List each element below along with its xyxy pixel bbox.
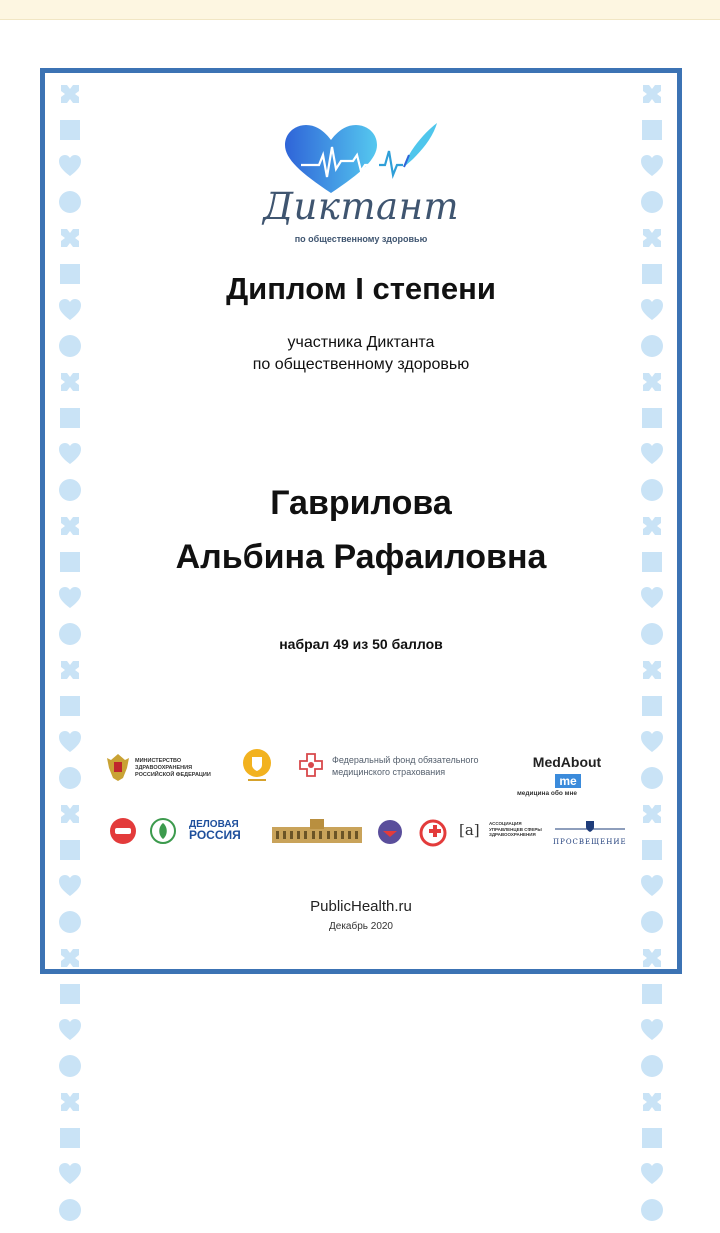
left-pattern-strip — [57, 81, 83, 1233]
red-circle-emblem-icon — [109, 817, 137, 845]
pattern-heart-icon — [57, 1161, 83, 1187]
score-text: набрал 49 из 50 баллов — [279, 636, 443, 652]
pattern-square-icon — [639, 261, 665, 287]
pattern-heart-icon — [639, 153, 665, 179]
pattern-cross-icon — [57, 1089, 83, 1115]
pattern-heart-icon — [57, 729, 83, 755]
medabout-subtitle: медицина обо мне — [517, 790, 577, 797]
pattern-heart-icon — [639, 1161, 665, 1187]
partner-logos-row-1 — [105, 748, 617, 797]
pattern-circle-icon — [57, 1197, 83, 1223]
pattern-circle-icon — [57, 189, 83, 215]
pattern-heart-icon — [639, 873, 665, 899]
pattern-square-icon — [57, 405, 83, 431]
pattern-circle-icon — [57, 333, 83, 359]
red-round-logo — [109, 817, 137, 850]
participant-surname: Гаврилова — [270, 484, 452, 522]
pattern-cross-icon — [639, 657, 665, 683]
pattern-cross-icon — [57, 801, 83, 827]
pattern-square-icon — [639, 693, 665, 719]
pattern-cross-icon — [57, 945, 83, 971]
pattern-heart-icon — [639, 1017, 665, 1043]
pattern-circle-icon — [639, 621, 665, 647]
pattern-square-icon — [639, 117, 665, 143]
pattern-cross-icon — [639, 81, 665, 107]
diploma-frame — [40, 68, 682, 974]
pattern-circle-icon — [639, 909, 665, 935]
pattern-circle-icon — [639, 1197, 665, 1223]
delovaya-rossiya-logo — [189, 819, 241, 841]
pattern-square-icon — [57, 117, 83, 143]
pattern-circle-icon — [57, 1053, 83, 1079]
medabout-logo — [517, 754, 617, 797]
pattern-cross-icon — [57, 81, 83, 107]
top-notification-bar — [0, 0, 720, 20]
pattern-square-icon — [639, 981, 665, 1007]
pattern-circle-icon — [639, 333, 665, 359]
pattern-cross-icon — [639, 945, 665, 971]
pattern-cross-icon — [57, 657, 83, 683]
pattern-heart-icon — [57, 441, 83, 467]
pattern-cross-icon — [57, 369, 83, 395]
purple-round-logo — [377, 819, 403, 850]
pattern-circle-icon — [57, 477, 83, 503]
subtitle-line-1: участника Диктанта — [287, 334, 435, 351]
pattern-square-icon — [57, 1125, 83, 1151]
pattern-cross-icon — [639, 369, 665, 395]
yellow-partner-logo — [242, 748, 272, 787]
pattern-circle-icon — [57, 765, 83, 791]
pattern-circle-icon — [639, 765, 665, 791]
dictation-logo-icon — [261, 101, 461, 251]
pattern-cross-icon — [57, 225, 83, 251]
logo-title: Диктант — [262, 185, 460, 228]
pattern-heart-icon — [57, 873, 83, 899]
pattern-circle-icon — [57, 621, 83, 647]
ministry-name: МИНИСТЕРСТВО ЗДРАВООХРАНЕНИЯ РОССИЙСКОЙ ФЕДЕРАЦИИ — [135, 758, 211, 778]
pattern-square-icon — [57, 549, 83, 575]
pattern-cross-icon — [639, 225, 665, 251]
delovaya-line-2: РОССИЯ — [189, 828, 241, 842]
pattern-square-icon — [639, 837, 665, 863]
pattern-heart-icon — [639, 585, 665, 611]
participant-given-names: Альбина Рафаиловна — [175, 538, 547, 576]
delovaya-line-1: ДЕЛОВАЯ — [189, 819, 239, 830]
pattern-heart-icon — [639, 441, 665, 467]
shield-badge-icon — [242, 748, 272, 782]
university-building-icon — [272, 817, 362, 845]
association-text: АССОЦИАЦИЯ УПРАВЛЕНЦЕВ СФЕРЫ ЗДРАВООХРАНЕНИЯ — [489, 821, 542, 837]
association-logo — [459, 821, 542, 840]
leaf-emblem-icon — [149, 817, 177, 845]
partner-logos-row-2 — [105, 813, 627, 849]
logo-subtitle: по общественному здоровью — [294, 234, 428, 244]
pattern-circle-icon — [639, 477, 665, 503]
foms-line-2: медицинского страхования — [332, 767, 446, 777]
subtitle-line-2: по общественному здоровью — [252, 356, 470, 373]
diploma-content — [105, 73, 627, 969]
red-cross-emblem-icon — [417, 815, 449, 847]
foms-line-1: Федеральный фонд обязательного — [332, 755, 479, 765]
ministry-logo — [105, 752, 211, 787]
building-logo — [272, 817, 362, 850]
shield-mark-icon — [555, 819, 625, 833]
pattern-heart-icon — [639, 297, 665, 323]
pattern-circle-icon — [57, 909, 83, 935]
participant-name — [105, 476, 617, 584]
purple-emblem-icon — [377, 819, 403, 845]
association-symbol: [a] — [459, 821, 480, 839]
pattern-heart-icon — [57, 297, 83, 323]
medabout-badge: me — [555, 774, 580, 788]
pattern-circle-icon — [639, 189, 665, 215]
diploma-title: Диплом I степени — [226, 271, 496, 306]
prosveshchenie-name: ПРОСВЕЩЕНИЕ — [553, 838, 627, 846]
footer-date: Декабрь 2020 — [328, 921, 393, 932]
pattern-heart-icon — [57, 585, 83, 611]
pattern-heart-icon — [57, 1017, 83, 1043]
red-cross-logo — [417, 815, 449, 852]
pattern-square-icon — [639, 1125, 665, 1151]
foms-logo — [298, 752, 479, 783]
pattern-square-icon — [57, 981, 83, 1007]
pattern-cross-icon — [639, 801, 665, 827]
pattern-cross-icon — [639, 1089, 665, 1115]
footer-site: PublicHealth.ru — [310, 898, 412, 915]
right-pattern-strip — [639, 81, 665, 1233]
medabout-name: MedAbout — [532, 754, 602, 770]
medical-cross-icon — [298, 752, 324, 778]
pattern-square-icon — [57, 837, 83, 863]
pattern-square-icon — [639, 549, 665, 575]
green-round-logo — [149, 817, 177, 850]
prosveshchenie-logo — [553, 819, 627, 846]
diploma-subtitle — [105, 332, 617, 376]
pattern-cross-icon — [639, 513, 665, 539]
pattern-square-icon — [57, 693, 83, 719]
pattern-square-icon — [639, 405, 665, 431]
pattern-circle-icon — [639, 1053, 665, 1079]
pattern-square-icon — [57, 261, 83, 287]
coat-of-arms-icon — [105, 752, 131, 782]
pattern-heart-icon — [57, 153, 83, 179]
pattern-heart-icon — [639, 729, 665, 755]
pattern-cross-icon — [57, 513, 83, 539]
